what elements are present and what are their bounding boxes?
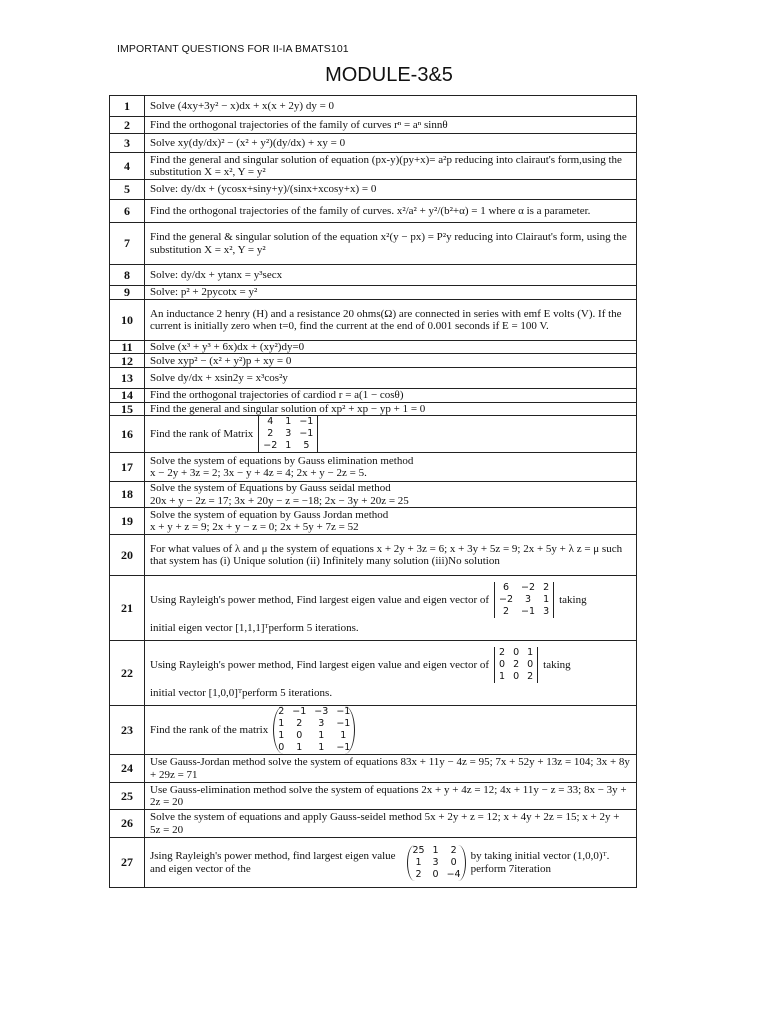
question-number: 6	[110, 200, 145, 223]
matrix-cell: 2	[527, 670, 534, 682]
matrix-cell: 1	[278, 730, 285, 742]
question-text-line: Solve the system of equation by Gauss Jordan method	[150, 508, 389, 521]
question-text	[145, 180, 637, 200]
question-text-line: Solve the system of Equations by Gauss seidal method	[150, 482, 391, 495]
question-text-lead: Jsing Rayleigh's power method, find largest eigen value and eigen vector of the	[150, 850, 396, 875]
matrix-q22	[494, 647, 538, 683]
question-row	[110, 416, 637, 453]
question-number: 10	[110, 300, 145, 341]
matrix-cell: 2	[278, 706, 285, 718]
question-row	[110, 134, 637, 153]
question-row	[110, 300, 637, 341]
matrix-cell: 0	[499, 658, 506, 670]
question-row	[110, 508, 637, 535]
question-text-line: Solve the system of equations and apply Gauss-seidel method 5x + 2y + z = 12; x + 4y + 2z = 15; x + 2y + 5z = 20	[150, 811, 620, 836]
question-text	[145, 482, 637, 508]
matrix-cell: 3	[285, 428, 292, 440]
question-number: 27	[110, 838, 145, 888]
question-number: 17	[110, 453, 145, 482]
question-text-line: An inductance 2 henry (H) and a resistance 20 ohms(Ω) are connected in series with emf E volts (V). If the current is initially zero when t=0, find the current at the end of 0.001 seconds if E = 100 V.	[150, 307, 622, 332]
question-number: 13	[110, 368, 145, 389]
question-row	[110, 810, 637, 838]
matrix-cell: 1	[499, 670, 506, 682]
matrix-cell: −2	[521, 581, 536, 593]
question-number: 19	[110, 508, 145, 535]
question-row	[110, 402, 637, 415]
question-text-line: x + y + z = 9; 2x + y − z = 0; 2x + 5y + 7z = 52	[150, 521, 359, 534]
matrix-cell: 25	[412, 844, 425, 856]
matrix-cell: 0	[296, 730, 303, 742]
matrix-cell: 2	[499, 646, 506, 658]
question-text-line: Find the orthogonal trajectories of the family of curves. x²/a² + y²/(b²+α) = 1 where α is a parameter.	[150, 204, 591, 217]
question-number: 26	[110, 810, 145, 838]
question-text-line: Solve (x³ + y³ + 6x)dx + (xy²)dy=0	[150, 341, 305, 353]
question-number: 16	[110, 416, 145, 453]
matrix-cell: 2	[267, 428, 274, 440]
question-row	[110, 453, 637, 482]
matrix-q21	[494, 582, 554, 618]
matrix-cell: 3	[318, 718, 325, 730]
question-text-line: Solve: dy/dx + (ycosx+siny+y)/(sinx+xcosy+x) = 0	[150, 183, 377, 196]
question-row	[110, 838, 637, 888]
question-matrix-line	[150, 416, 631, 452]
question-matrix-line	[150, 647, 631, 683]
question-text-line: Find the orthogonal trajectories of cardiod r = a(1 − cosθ)	[150, 389, 404, 402]
matrix-cell: −2	[263, 440, 278, 452]
question-row	[110, 265, 637, 286]
matrix-cell: 0	[450, 856, 457, 868]
matrix-cell: 6	[503, 581, 510, 593]
matrix-cell: −1	[336, 706, 351, 718]
question-text	[145, 810, 637, 838]
question-number: 21	[110, 576, 145, 641]
question-text-line: 20x + y − 2z = 17; 3x + 20y − z = −18; 2x − 3y + 20z = 25	[150, 494, 409, 507]
question-text-line: Solve xyp² − (x² + y²)p + xy = 0	[150, 354, 292, 367]
matrix-cell: 4	[267, 416, 274, 428]
matrix-cell: −1	[299, 416, 314, 428]
question-text	[145, 223, 637, 265]
question-row	[110, 783, 637, 810]
questions-table	[109, 95, 637, 888]
question-row	[110, 389, 637, 402]
matrix-cell: 2	[503, 605, 510, 617]
question-text	[145, 838, 637, 888]
matrix-cell: 5	[303, 440, 310, 452]
question-text-line: Solve xy(dy/dx)² − (x² + y²)(dy/dx) + xy = 0	[150, 136, 346, 149]
question-text	[145, 453, 637, 482]
question-number: 1	[110, 96, 145, 117]
question-row	[110, 535, 637, 576]
question-row	[110, 368, 637, 389]
question-text	[145, 755, 637, 783]
question-text	[145, 416, 637, 453]
question-text	[145, 706, 637, 755]
matrix-cell: 3	[525, 593, 532, 605]
question-number: 24	[110, 755, 145, 783]
question-text	[145, 96, 637, 117]
question-text-line: Solve: p² + 2pycotx = y²	[150, 286, 258, 299]
matrix-cell: −1	[292, 706, 307, 718]
question-text-line: Find the general and singular solution of equation (px-y)(py+x)= a²p reducing into clairaut's form,using the substitution X = x², Y = y²	[150, 153, 622, 178]
matrix-cell: −3	[314, 706, 329, 718]
question-text	[145, 576, 637, 641]
question-text-line2: initial vector [1,0,0]ᵀperform 5 iterations.	[150, 686, 333, 699]
question-text-line: x − 2y + 3z = 2; 3x − y + 4z = 4; 2x + y − 2z = 5.	[150, 467, 367, 480]
question-text	[145, 368, 637, 389]
question-row	[110, 706, 637, 755]
question-row	[110, 223, 637, 265]
matrix-cell: 0	[278, 742, 285, 754]
question-number: 25	[110, 783, 145, 810]
question-text-lead: Find the rank of Matrix	[150, 428, 254, 441]
question-row	[110, 341, 637, 354]
matrix-q23	[273, 706, 355, 754]
page-title: MODULE-3&5	[325, 64, 453, 86]
question-row	[110, 96, 637, 117]
question-row	[110, 286, 637, 300]
matrix-cell: 1	[432, 844, 439, 856]
question-row	[110, 153, 637, 180]
question-number: 22	[110, 641, 145, 706]
question-number: 7	[110, 223, 145, 265]
matrix-cell: −1	[336, 742, 351, 754]
question-number: 2	[110, 117, 145, 134]
question-number: 23	[110, 706, 145, 755]
question-text	[145, 641, 637, 706]
matrix-cell: 1	[285, 416, 292, 428]
question-text	[145, 117, 637, 134]
question-text-line: Find the orthogonal trajectories of the family of curves rⁿ = aⁿ sinnθ	[150, 118, 448, 131]
matrix-cell: 2	[513, 658, 520, 670]
question-text	[145, 200, 637, 223]
matrix-cell: 1	[543, 593, 550, 605]
question-text-line: Solve dy/dx + xsin2y = x³cos²y	[150, 372, 288, 385]
question-text-line: Find the general and singular solution of xp² + xp − yp + 1 = 0	[150, 402, 426, 415]
question-text	[145, 535, 637, 576]
question-row	[110, 200, 637, 223]
question-text-line: Solve: dy/dx + ytanx = y³secx	[150, 268, 283, 281]
matrix-cell: 1	[415, 856, 422, 868]
matrix-cell: −1	[299, 428, 314, 440]
matrix-cell: 1	[340, 730, 347, 742]
matrix-cell: 1	[285, 440, 292, 452]
question-number: 9	[110, 286, 145, 300]
question-number: 18	[110, 482, 145, 508]
question-text-line: Use Gauss-Jordan method solve the system of equations 83x + 11y − 4z = 95; 7x + 52y + 13z = 104; 3x + 8y + 29z = 71	[150, 756, 630, 781]
matrix-cell: 2	[543, 581, 550, 593]
matrix-cell: 0	[513, 670, 520, 682]
question-matrix-line	[150, 706, 631, 754]
question-text-lead: Using Rayleigh's power method, Find largest eigen value and eigen vector of	[150, 593, 490, 606]
question-row	[110, 354, 637, 368]
matrix-cell: −1	[336, 718, 351, 730]
matrix-cell: −4	[446, 868, 461, 880]
question-text-tail: taking	[543, 658, 571, 671]
question-text	[145, 134, 637, 153]
matrix-cell: 1	[278, 718, 285, 730]
question-row	[110, 180, 637, 200]
question-number: 4	[110, 153, 145, 180]
matrix-q27	[407, 845, 465, 881]
matrix-cell: 1	[527, 646, 534, 658]
question-text-tail: by taking initial vector (1,0,0)ᵀ. perform 7iteration	[470, 850, 610, 875]
question-row	[110, 576, 637, 641]
question-text-line: For what values of λ and μ the system of equations x + 2y + 3z = 6; x + 3y + 5z = 9; 2x + 5y + λ z = μ such that system has (i) Unique solution (ii) Infinitely many solution (iii)No solution	[150, 542, 623, 568]
question-text	[145, 286, 637, 300]
question-text	[145, 354, 637, 368]
question-text-line: Use Gauss-elimination method solve the system of equations 2x + y + 4z = 12; 4x + 11y − z = 33; 8x − 3y + 2z = 20	[150, 783, 627, 809]
question-text	[145, 389, 637, 402]
question-text	[145, 783, 637, 810]
question-text-line: Find the general & singular solution of the equation x²(y − px) = P²y reducing into Clairaut's form, using the substitution X = x², Y = y²	[150, 231, 627, 256]
matrix-cell: 3	[432, 856, 439, 868]
question-row	[110, 482, 637, 508]
matrix-cell: 1	[318, 730, 325, 742]
question-row	[110, 117, 637, 134]
question-text	[145, 402, 637, 415]
question-text-tail: taking	[559, 593, 587, 606]
question-text-line2: initial eigen vector [1,1,1]ᵀperform 5 iterations.	[150, 621, 359, 634]
question-number: 14	[110, 389, 145, 402]
question-text-line: Solve the system of equations by Gauss elimination method	[150, 454, 414, 467]
matrix-cell: 0	[513, 646, 520, 658]
matrix-cell: 0	[527, 658, 534, 670]
question-text	[145, 265, 637, 286]
question-matrix-line	[150, 845, 631, 881]
question-matrix-line	[150, 582, 631, 618]
matrix-cell: −1	[521, 605, 536, 617]
matrix-cell: 2	[415, 868, 422, 880]
matrix-cell: 3	[543, 605, 550, 617]
question-text	[145, 300, 637, 341]
matrix-q16	[258, 416, 318, 452]
question-text	[145, 341, 637, 354]
question-text	[145, 153, 637, 180]
question-number: 15	[110, 402, 145, 415]
question-text	[145, 508, 637, 535]
matrix-cell: 1	[318, 742, 325, 754]
matrix-cell: 1	[296, 742, 303, 754]
question-text-lead: Using Rayleigh's power method, Find largest eigen value and eigen vector of	[150, 658, 490, 671]
matrix-cell: 2	[450, 844, 457, 856]
question-number: 11	[110, 341, 145, 354]
page-header: IMPORTANT QUESTIONS FOR II-IA BMATS101	[117, 43, 349, 55]
question-text-lead: Find the rank of the matrix	[150, 723, 269, 736]
question-number: 5	[110, 180, 145, 200]
question-row	[110, 755, 637, 783]
question-row	[110, 641, 637, 706]
question-number: 8	[110, 265, 145, 286]
question-number: 12	[110, 354, 145, 368]
matrix-cell: −2	[499, 593, 514, 605]
question-number: 20	[110, 535, 145, 576]
question-number: 3	[110, 134, 145, 153]
question-text-line: Solve (4xy+3y² − x)dx + x(x + 2y) dy = 0	[150, 99, 335, 112]
matrix-cell: 2	[296, 718, 303, 730]
matrix-cell: 0	[432, 868, 439, 880]
